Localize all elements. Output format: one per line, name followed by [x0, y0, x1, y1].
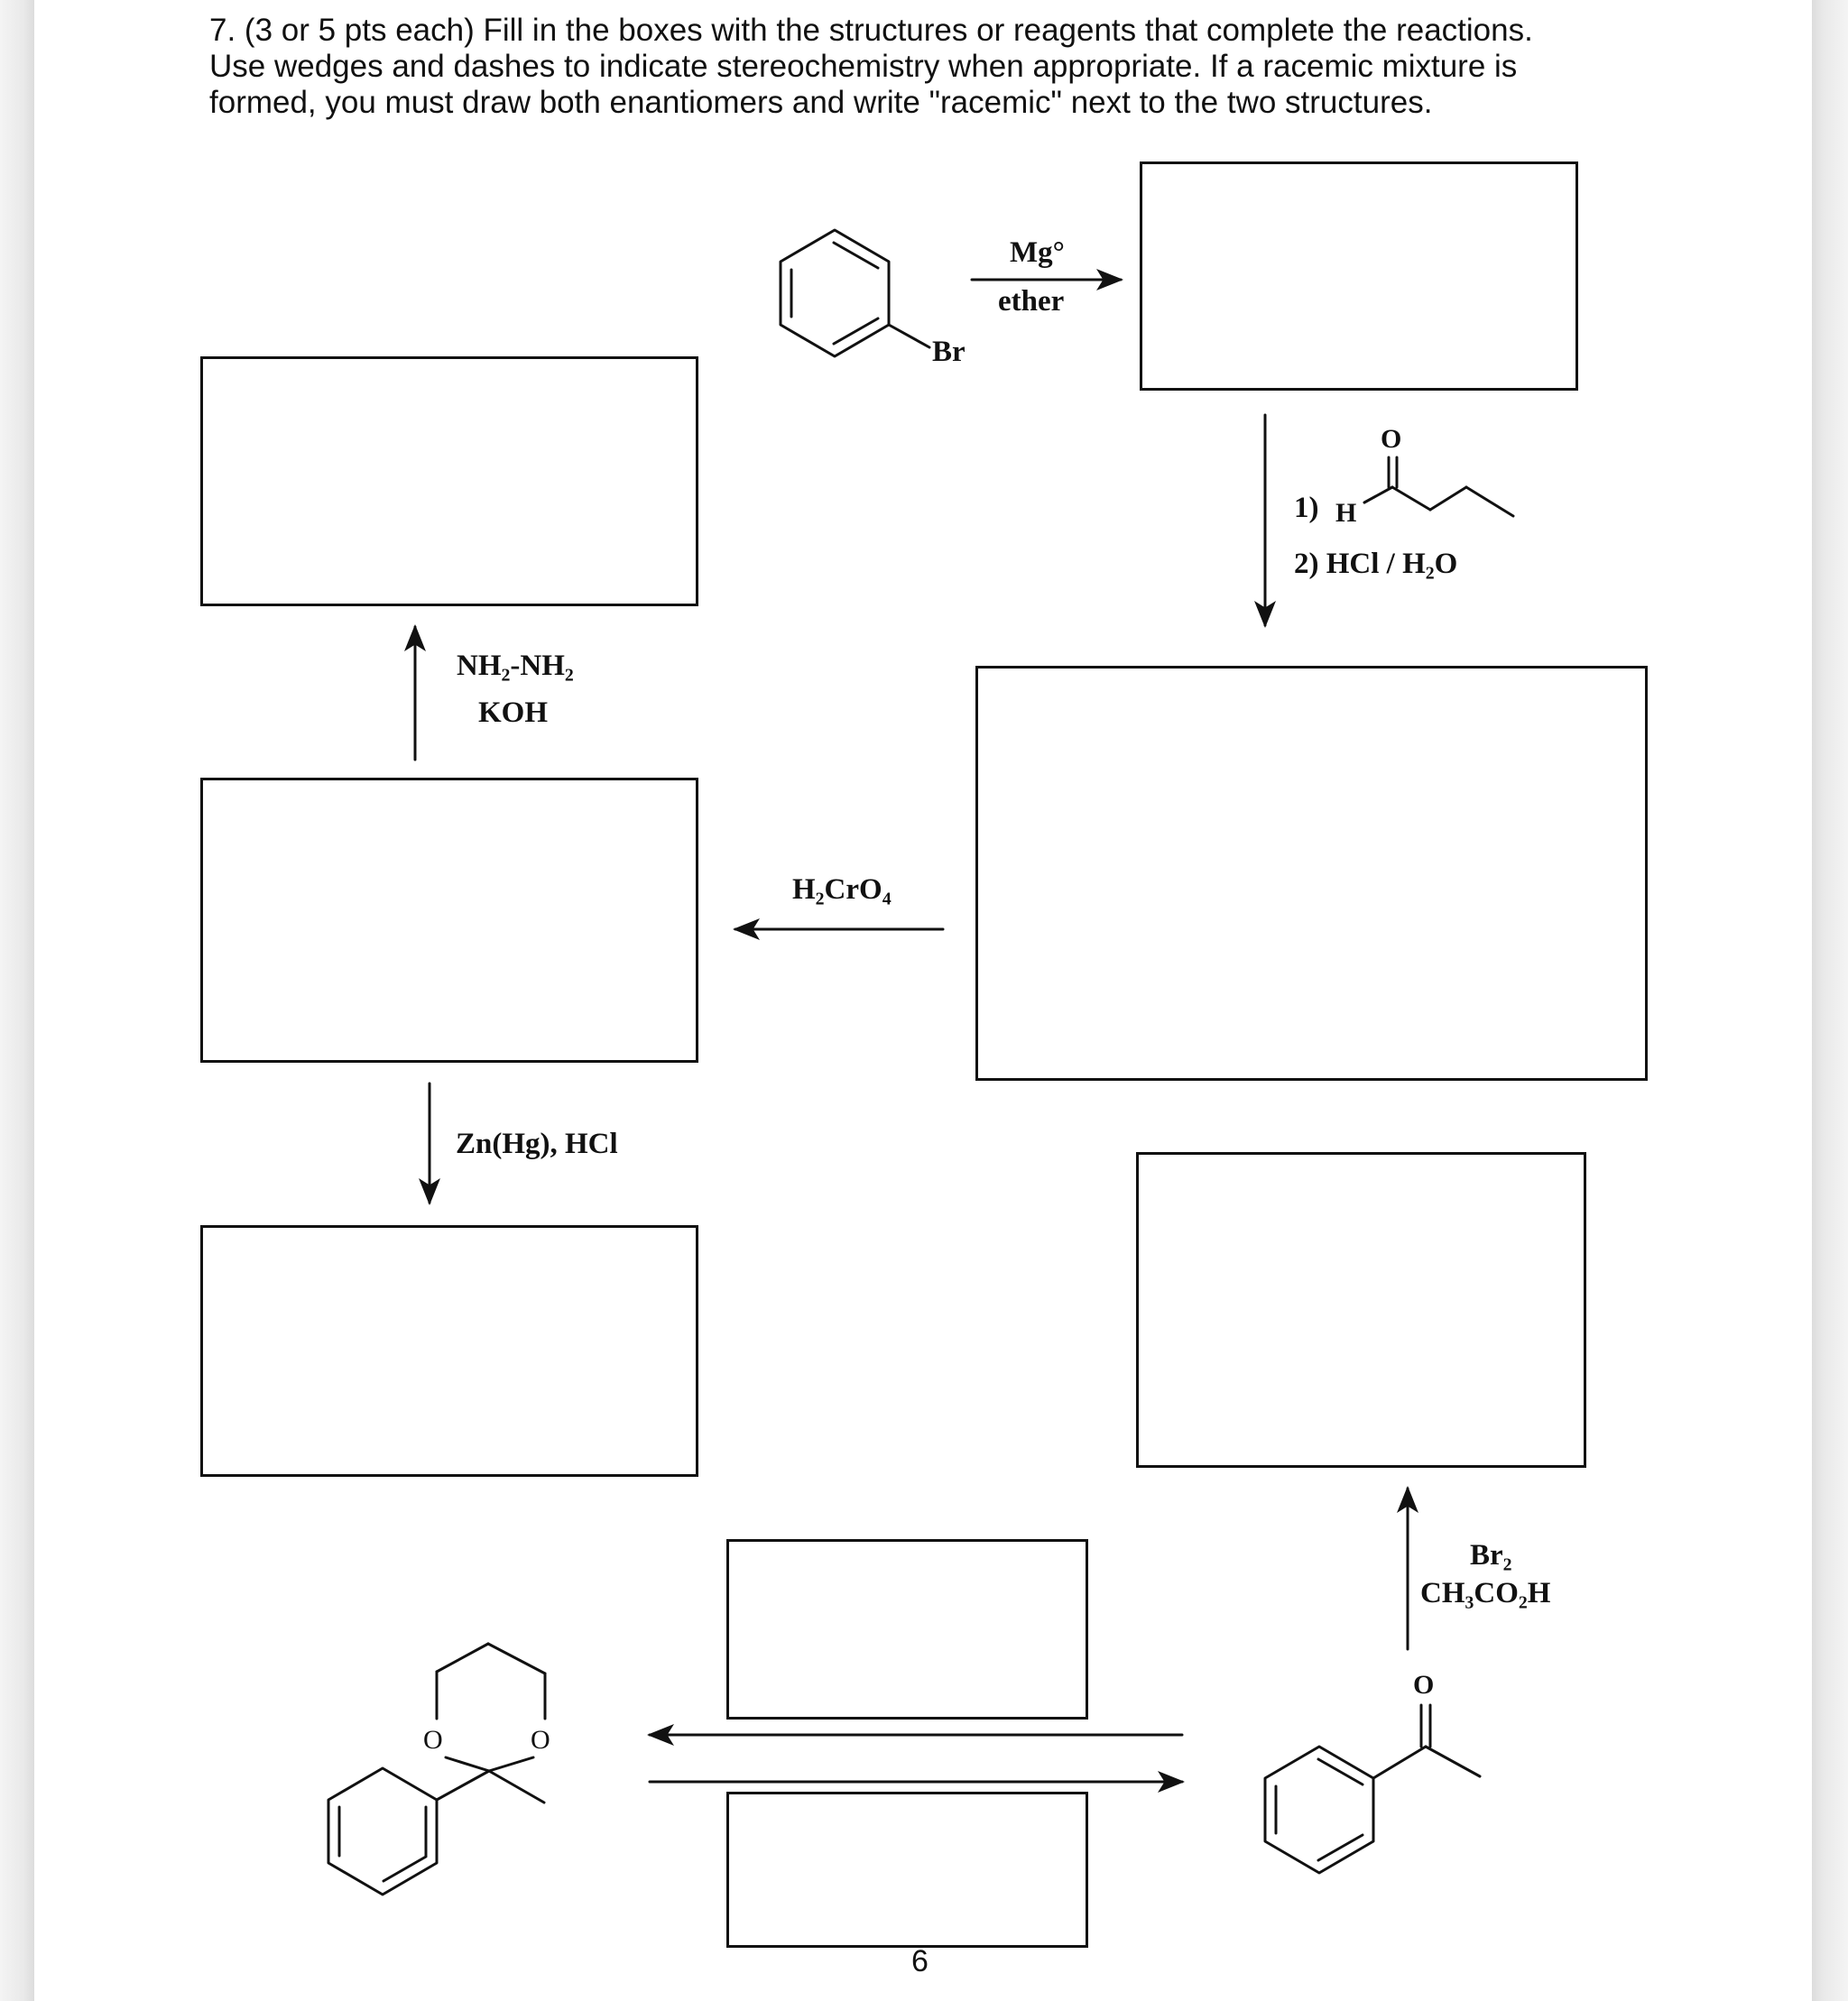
acetophenone-oxygen-label: O: [1413, 1670, 1435, 1700]
question-line-3: formed, you must draw both enantiomers and write "racemic" next to the two structures.: [209, 85, 1433, 120]
question-line-2: Use wedges and dashes to indicate stereochemistry when appropriate. If a racemic mixture is: [209, 49, 1518, 84]
bromination-line1: Br₂: [1470, 1539, 1512, 1572]
acetophenone-structure: [1265, 1705, 1480, 1873]
acetal-structure: [328, 1644, 545, 1895]
step1-prefix: 1): [1294, 492, 1319, 524]
bromine-label: Br: [932, 336, 966, 368]
wolff-kishner-line2: KOH: [478, 696, 549, 729]
acetal-oxygen-right: O: [531, 1725, 550, 1755]
bromobenzene-structure: [781, 230, 929, 356]
clemmensen-reagent: Zn(Hg), HCl: [456, 1128, 618, 1160]
acetal-oxygen-left: O: [423, 1725, 443, 1755]
oxidation-reagent: H₂CrO₄: [792, 873, 892, 906]
aldehyde-oxygen-label: O: [1381, 424, 1402, 454]
bromination-line2: CH₃CO₂H: [1420, 1577, 1551, 1609]
aldehyde-h-label: H: [1335, 498, 1357, 528]
wolff-kishner-line1: NH₂-NH₂: [457, 650, 574, 682]
propanal-structure: [1364, 457, 1513, 516]
page-number: 6: [911, 1944, 929, 1978]
grignard-reagent-line1: Mg°: [1010, 236, 1065, 269]
grignard-reagent-line2: ether: [998, 285, 1065, 318]
step2-reagent: 2) HCl / H₂O: [1294, 548, 1458, 580]
question-line-1: 7. (3 or 5 pts each) Fill in the boxes with the structures or reagents that complete the reactions.: [209, 13, 1533, 48]
